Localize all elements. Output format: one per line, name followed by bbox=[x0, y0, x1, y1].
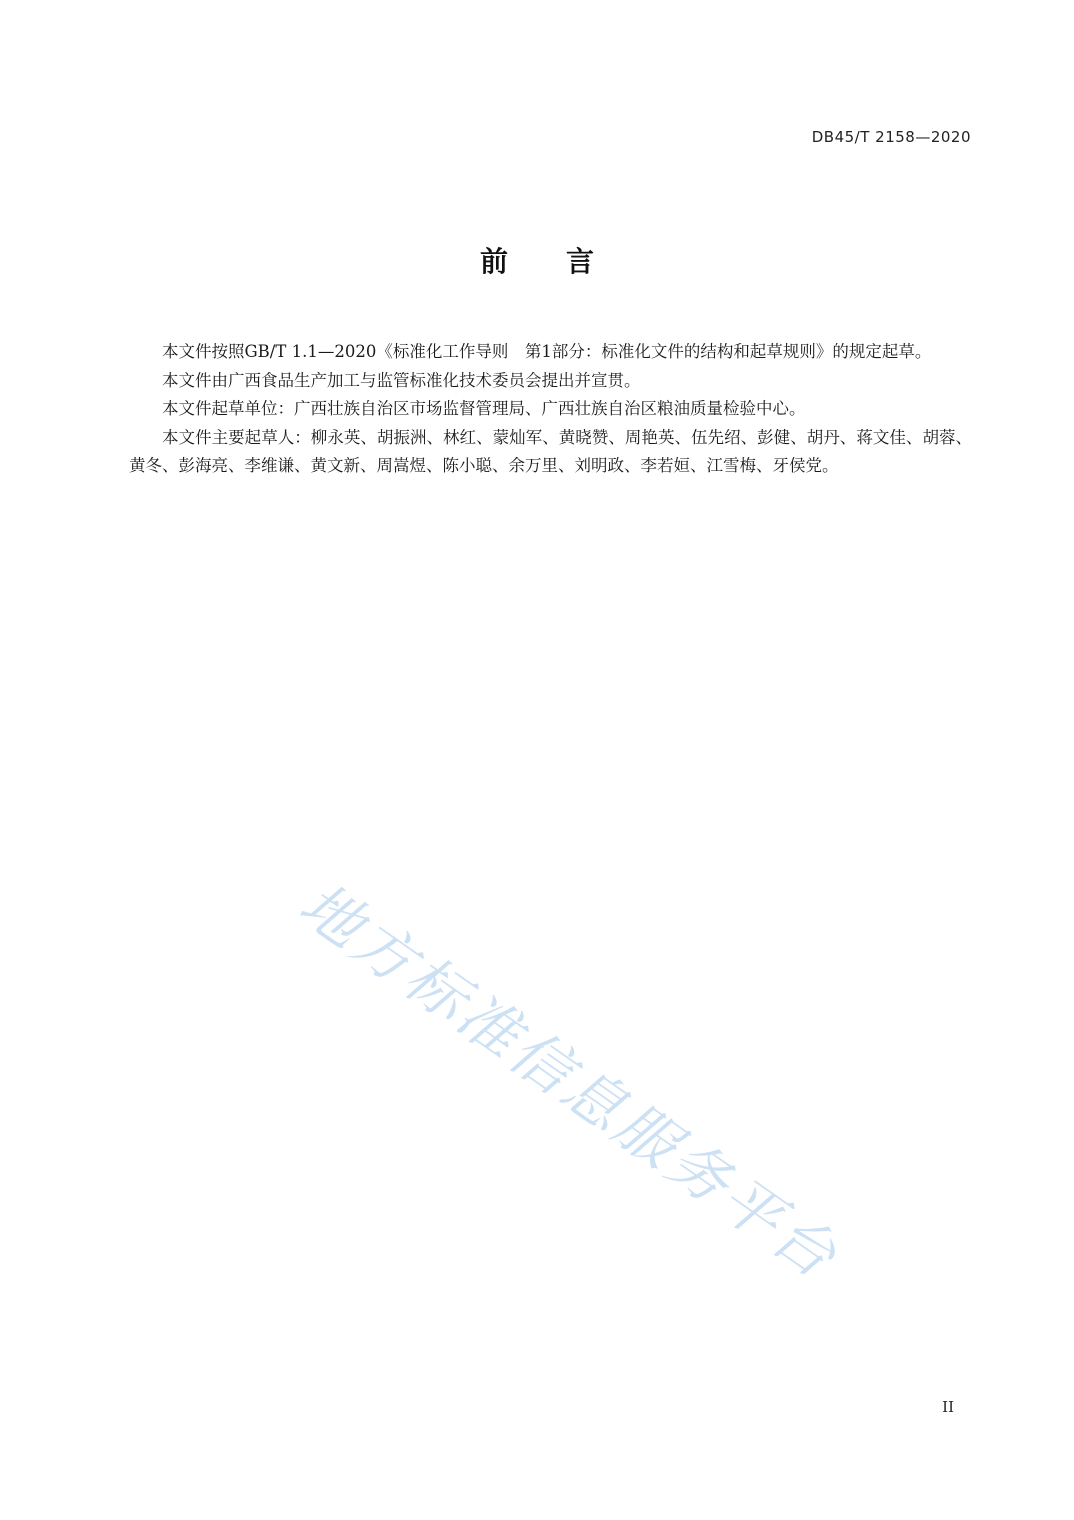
page-title: 前言 bbox=[479, 245, 652, 278]
paragraph-proposer: 本文件由广西食品生产加工与监管标准化技术委员会提出并宣贯。 bbox=[162, 370, 641, 390]
watermark: 地方标准信息服务平台 bbox=[286, 869, 852, 1294]
foreword-body bbox=[129, 338, 972, 481]
document-code: DB45/T 2158—2020 bbox=[811, 128, 971, 146]
paragraph-drafting-basis: 本文件按照GB/T 1.1—2020《标准化工作导则 第1部分：标准化文件的结构和起草规则》的规定起草。 bbox=[162, 342, 932, 361]
page-number: II bbox=[942, 1398, 954, 1416]
paragraph-drafting-units: 本文件起草单位：广西壮族自治区市场监督管理局、广西壮族自治区粮油质量检验中心。 bbox=[162, 399, 806, 418]
paragraph-drafters: 本文件主要起草人：柳永英、胡振洲、林红、蒙灿军、黄晓赞、周艳英、伍先绍、彭健、胡丹、蒋文佳、胡蓉、黄冬、彭海亮、李维谦、黄文新、周嵩煜、陈小聪、余万里、刘明政、李若姮、江雪梅、牙侯党。 bbox=[129, 427, 972, 475]
